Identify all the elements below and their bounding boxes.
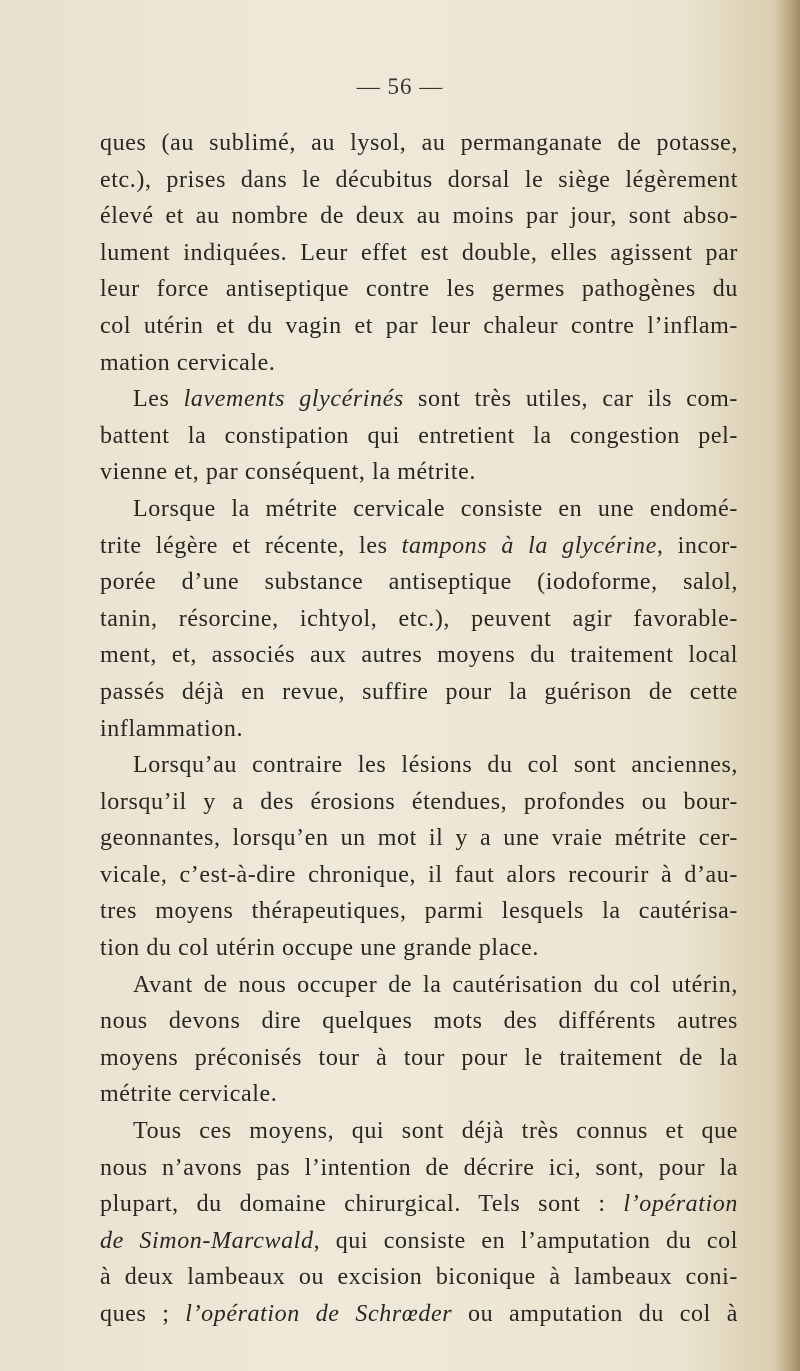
text-line xyxy=(100,893,738,930)
text-run: etc.), prises dans le décubitus dorsal le siège légèrement xyxy=(100,166,738,193)
text-line xyxy=(100,418,738,455)
text-line xyxy=(100,784,738,821)
text-run: Lorsque la métrite cervicale consiste en une endomé- xyxy=(133,495,738,522)
text-line xyxy=(100,747,738,784)
text-run: trite légère et récente, les xyxy=(100,532,402,559)
text-run: mation cervicale. xyxy=(100,349,276,376)
text-run: lorsqu’il y a des érosions étendues, profondes ou bour- xyxy=(100,788,738,815)
text-line xyxy=(100,1296,738,1333)
text-run: sont très utiles, car ils com- xyxy=(403,386,738,413)
text-run: tres moyens thérapeutiques, parmi lesquels la cautérisa- xyxy=(100,898,738,925)
text-run: leur force antiseptique contre les germes pathogènes du xyxy=(100,276,738,303)
text-line xyxy=(100,381,738,418)
text-run: ques (au sublimé, au lysol, au permanganate de potasse, xyxy=(100,130,738,156)
text-run: nous devons dire quelques mots des différents autres xyxy=(100,1008,738,1035)
italic-text: l’opération de Schrœder xyxy=(185,1301,453,1327)
text-line xyxy=(100,345,738,382)
text-line xyxy=(100,967,738,1004)
text-line xyxy=(100,1150,738,1187)
text-run: , qui consiste en l’amputation du col xyxy=(313,1227,738,1254)
text-run: geonnantes, lorsqu’en un mot il y a une vraie métrite cer- xyxy=(100,825,738,852)
page-number: — 56 — xyxy=(356,74,444,99)
text-line xyxy=(100,564,738,601)
text-line xyxy=(100,454,738,491)
text-line xyxy=(100,711,738,748)
text-run: à deux lambeaux ou excision biconique à lambeaux coni- xyxy=(100,1264,738,1291)
text-run: moyens préconisés tour à tour pour le traitement de la xyxy=(100,1044,738,1071)
text-run: passés déjà en revue, suffire pour la guérison de cette xyxy=(100,678,738,705)
text-line xyxy=(100,308,738,345)
text-run: vienne et, par conséquent, la métrite. xyxy=(100,459,476,486)
text-line xyxy=(100,1113,738,1150)
text-run: Lorsqu’au contraire les lésions du col sont anciennes, xyxy=(133,752,738,779)
text-line xyxy=(100,1259,738,1296)
text-run: vicale, c’est-à-dire chronique, il faut alors recourir à d’au- xyxy=(100,861,738,888)
text-run: ou amputation du col à xyxy=(452,1301,738,1327)
text-line xyxy=(100,1040,738,1077)
text-run: battent la constipation qui entretient la congestion pel- xyxy=(100,422,738,449)
text-run: plupart, du domaine chirurgical. Tels sont : xyxy=(100,1191,624,1218)
text-line xyxy=(100,125,738,162)
text-run: inflammation. xyxy=(100,715,244,742)
text-run: nous n’avons pas l’intention de décrire ici, sont, pour la xyxy=(100,1154,738,1181)
text-line xyxy=(100,1186,738,1223)
italic-text: lavements glycérinés xyxy=(183,386,404,413)
text-run: lument indiquées. Leur effet est double, elles agissent par xyxy=(100,239,738,266)
text-line xyxy=(100,930,738,967)
text-run: ment, et, associés aux autres moyens du traitement local xyxy=(100,642,738,669)
text-run: élevé et au nombre de deux au moins par jour, sont abso- xyxy=(100,203,738,230)
text-line xyxy=(100,1076,738,1113)
text-line xyxy=(100,198,738,235)
text-line xyxy=(100,674,738,711)
text-line xyxy=(100,491,738,528)
text-run: Avant de nous occuper de la cautérisation du col utérin, xyxy=(133,971,738,998)
text-line xyxy=(100,601,738,638)
italic-text: de Simon-Marcwald xyxy=(100,1227,314,1254)
body-text xyxy=(100,125,738,1333)
text-run: tanin, résorcine, ichtyol, etc.), peuvent agir favorable- xyxy=(100,605,738,632)
text-run: , incor- xyxy=(656,532,739,559)
text-line xyxy=(100,162,738,199)
text-line xyxy=(100,528,738,565)
text-run: tion du col utérin occupe une grande place. xyxy=(100,935,539,962)
text-line xyxy=(100,857,738,894)
italic-text: l’opération xyxy=(623,1191,738,1218)
page-edge-shadow xyxy=(774,0,800,1371)
text-line xyxy=(100,235,738,272)
text-run: Tous ces moyens, qui sont déjà très connus et que xyxy=(133,1118,738,1145)
text-line xyxy=(100,271,738,308)
text-line xyxy=(100,820,738,857)
text-line xyxy=(100,1003,738,1040)
text-line xyxy=(100,637,738,674)
text-run: ques ; xyxy=(100,1301,186,1327)
text-run: col utérin et du vagin et par leur chaleur contre l’inflam- xyxy=(100,312,738,339)
text-run: porée d’une substance antiseptique (iodoforme, salol, xyxy=(100,569,738,596)
text-run: Les xyxy=(133,386,184,413)
italic-text: tampons à la glycérine xyxy=(401,532,657,559)
text-line xyxy=(100,1223,738,1260)
text-run: métrite cervicale. xyxy=(100,1081,278,1108)
